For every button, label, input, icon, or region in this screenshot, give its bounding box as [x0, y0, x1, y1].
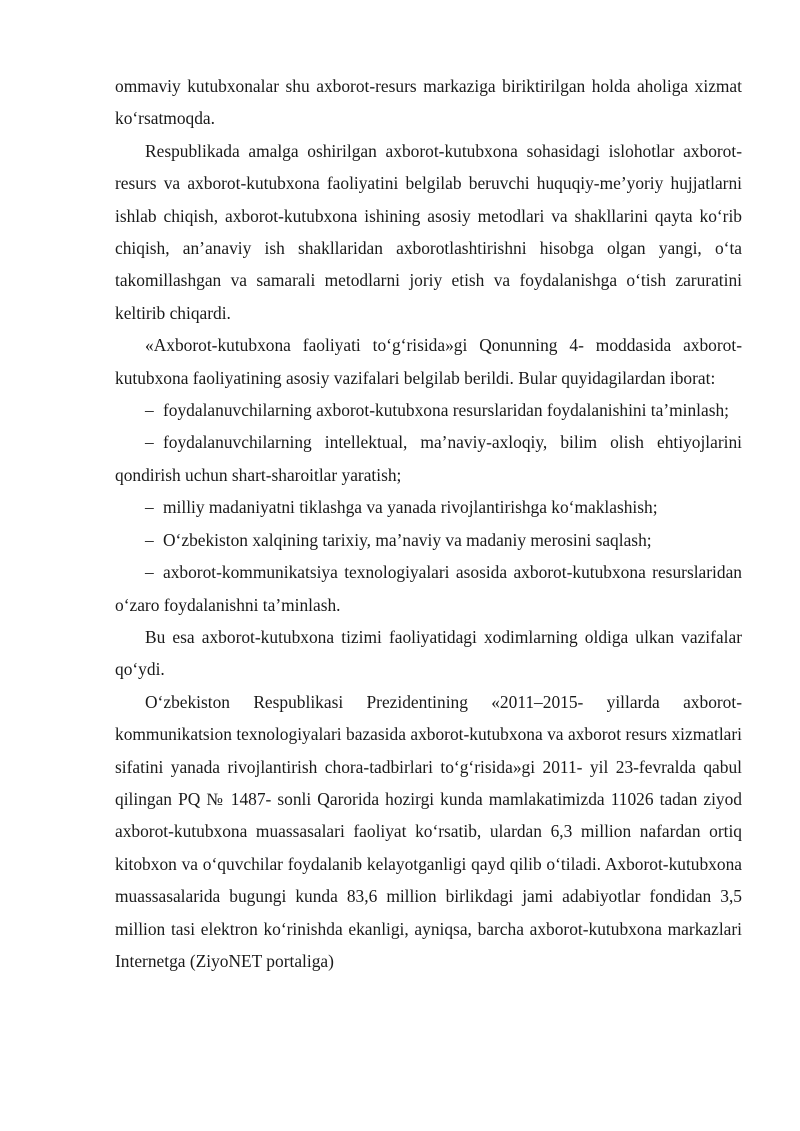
- list-item: [115, 524, 742, 556]
- list-item-text: foydalanuvchilarning axborot-kutubxona resurslaridan foydalanishini ta’minlash;: [163, 400, 730, 421]
- list-dash: –: [145, 432, 154, 453]
- list-item-text: axborot-kommunikatsiya texnologiyalari asosida axborot-kutubxona resurslaridan o‘zaro foydalanishni ta’minlash.: [115, 562, 742, 615]
- paragraph-tasks: Bu esa axborot-kutubxona tizimi faoliyatidagi xodimlarning oldiga ulkan vazifalar qo‘ydi.: [115, 626, 742, 680]
- paragraph-reforms: Respublikada amalga oshirilgan axborot-kutubxona sohasidagi islohotlar axborot-resurs va axborot-kutubxona faoliyatini belgilab beruvchi huquqiy-me’yoriy hujjatlarni ishlab chiqish, axborot-kutubxona ishining asosiy metodlari va shakllarini qayta ko‘rib chiqish, an’anaviy ish shakllaridan axborotlashtirishni hisobga olgan yangi, o‘ta takomillashgan va samarali metodlarni joriy etish va foydalanishga o‘tish zaruratini keltirib chiqardi.: [115, 140, 742, 323]
- paragraph-law-article: «Axborot-kutubxona faoliyati to‘g‘risida»gi Qonunning 4- moddasida axborot-kutubxona faoliyatining asosiy vazifalari belgilab berildi. Bular quyidagilardan iborat:: [115, 335, 742, 388]
- list-item-text: milliy madaniyatni tiklashga va yanada rivojlantirishga ko‘maklashish;: [163, 497, 658, 518]
- list-item-text: O‘zbekiston xalqining tarixiy, ma’naviy va madaniy merosini saqlash;: [163, 529, 652, 550]
- list-dash: –: [145, 497, 154, 518]
- list-item: [115, 394, 742, 426]
- list-dash: –: [145, 562, 154, 583]
- paragraph-presidential-decree: O‘zbekiston Respublikasi Prezidentining «2011–2015- yillarda axborot-kommunikatsion texnologiyalari bazasida axborot-kutubxona va axborot resurs xizmatlari sifatini yanada rivojlantirish chora-tadbirlari to‘g‘risida»gi 2011- yil 23-fevralda qabul qilingan PQ № 1487- sonli Qarorida hozirgi kunda mamlakatimizda 11026 tadan ziyod axborot-kutubxona muassasalari faoliyat ko‘rsatib, ulardan 6,3 million nafardan ortiq kitobxon va o‘quvchilar foydalanib kelayotganligi qayd qilib o‘tiladi. Axborot-kutubxona muassasalarida bugungi kunda 83,6 million birlikdagi jami adabiyotlar fondidan 3,5 million tasi elektron ko‘rinishda ekanligi, ayniqsa, barcha axborot-kutubxona markazlari Internetga (ZiyoNET portaliga): [115, 691, 742, 971]
- list-item-text: foydalanuvchilarning intellektual, ma’naviy-axloqiy, bilim olish ehtiyojlarini qondirish uchun shart-sharoitlar yaratish;: [115, 432, 742, 485]
- list-item: [115, 426, 742, 491]
- list-dash: –: [145, 400, 154, 421]
- document-page: [115, 70, 742, 977]
- paragraph-continuation: ommaviy kutubxonalar shu axborot-resurs markaziga biriktirilgan holda aholiga xizmat ko‘rsatmoqda.: [115, 76, 742, 129]
- list-item: [115, 556, 742, 621]
- list-dash: –: [145, 529, 154, 550]
- list-item: [115, 491, 742, 523]
